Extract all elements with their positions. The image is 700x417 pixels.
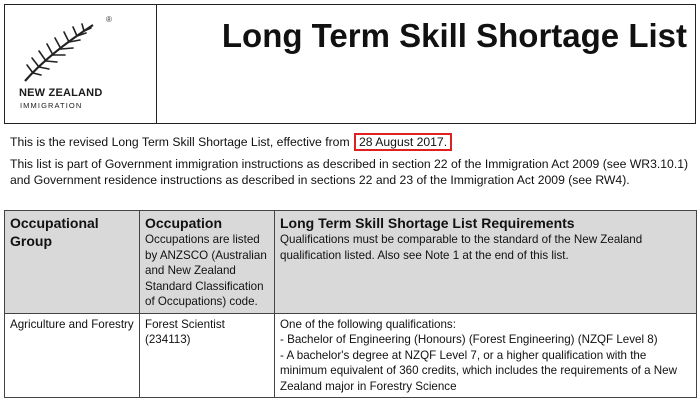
effective-date-highlight: 28 August 2017. xyxy=(354,133,452,151)
header-title: Occupational Group xyxy=(10,215,99,249)
nz-immigration-logo xyxy=(5,5,157,123)
header-title: Occupation xyxy=(145,215,223,231)
registered-mark: ® xyxy=(106,15,112,24)
skill-shortage-table xyxy=(4,210,697,398)
document-header xyxy=(4,4,696,124)
logo-name: NEW ZEALAND xyxy=(19,87,103,99)
cell-occupational-group: Agriculture and Forestry xyxy=(5,313,140,398)
intro-paragraph-instructions: This list is part of Government immigration instructions as described in section 22 of the Immigration Act 2009 (see WR3.10.1) and Government residence instructions as described in sections 22 and 23 of the Immigration Act 2009 (see RW4). xyxy=(10,157,689,187)
silver-fern-icon xyxy=(19,19,99,85)
document-title: Long Term Skill Shortage List xyxy=(221,17,687,54)
requirement-line: One of the following qualifications: xyxy=(280,317,456,331)
requirement-line: - A bachelor's degree at NZQF Level 7, or a higher qualification with the minimum equivalent of 360 credits, which includes the requirements of a New Zealand major in Forestry Science xyxy=(280,348,677,393)
requirement-line: - Bachelor of Engineering (Honours) (Forest Engineering) (NZQF Level 8) xyxy=(280,333,658,346)
intro-paragraph-effective xyxy=(10,134,692,150)
header-requirements xyxy=(275,211,697,314)
table-row xyxy=(5,313,697,398)
header-title: Long Term Skill Shortage List Requirements xyxy=(280,215,575,231)
header-subtext: Occupations are listed by ANZSCO (Australian and New Zealand Standard Classification of Occupations) code. xyxy=(145,233,267,308)
cell-occupation: Forest Scientist (234113) xyxy=(140,313,275,398)
logo-subname: IMMIGRATION xyxy=(20,101,83,110)
header-subtext: Qualifications must be comparable to the standard of the New Zealand qualification listed. Also see Note 1 at the end of this list. xyxy=(280,233,643,262)
table-header-row xyxy=(5,211,697,314)
intro-effective-text: This is the revised Long Term Skill Shortage List, effective from xyxy=(10,135,350,149)
cell-requirements xyxy=(275,313,697,398)
header-occupational-group xyxy=(5,211,140,314)
header-occupation xyxy=(140,211,275,314)
intro-section xyxy=(10,134,692,194)
